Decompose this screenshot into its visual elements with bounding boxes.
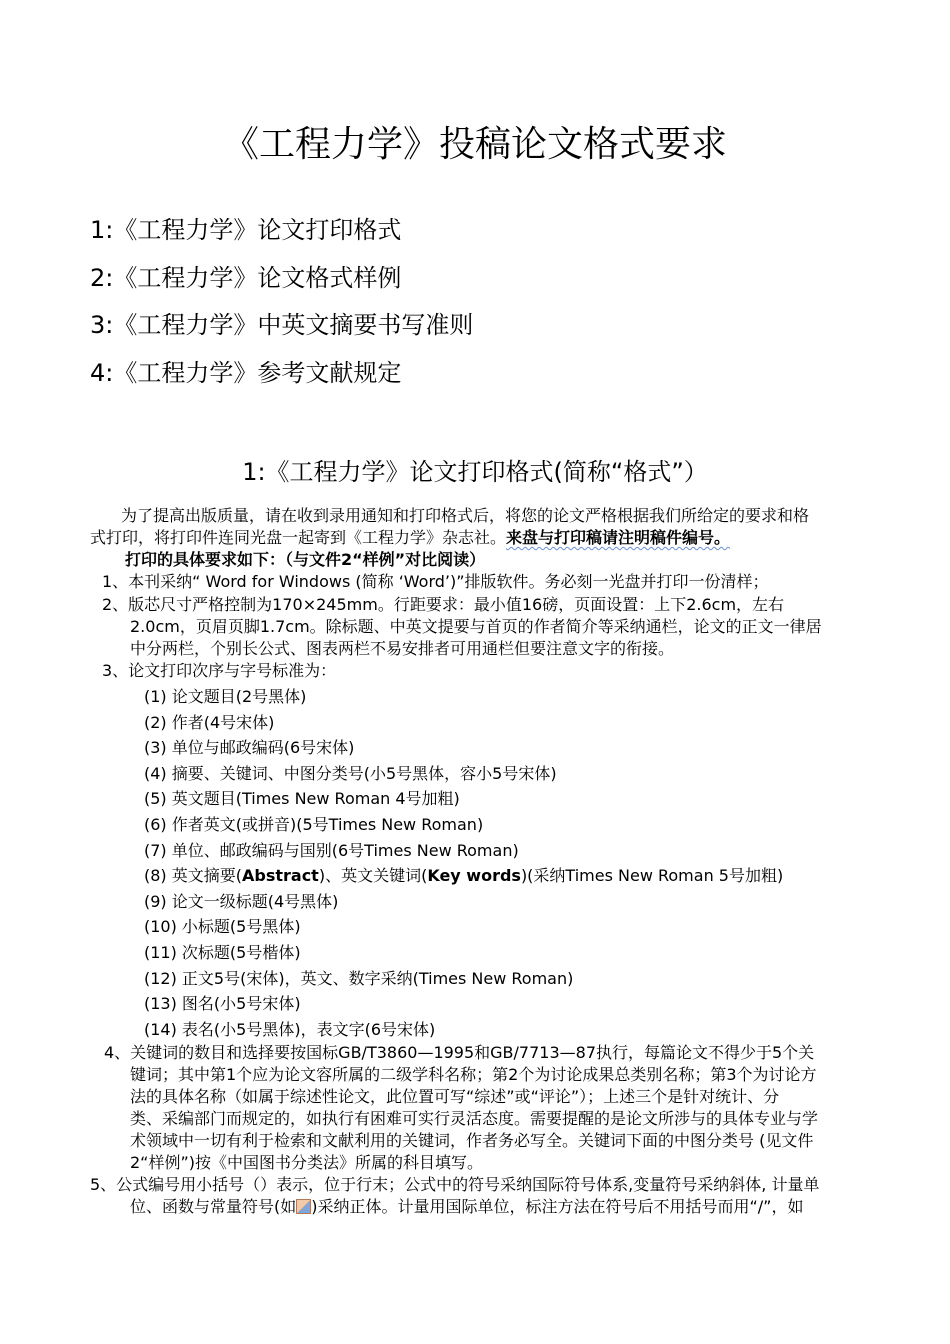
item-1: 1、本刊采纳“ Word for Windows (简称 ‘Word’)”排版软件。务必刻一光盘并打印一份清样；	[102, 572, 769, 591]
item-4-line-6: 2“样例”)按《中国图书分类法》所属的科目填写。	[130, 1153, 484, 1173]
item-2-line-2: 2.0cm，页眉页脚1.7cm。除标题、中英文提要与首页的作者简介等采纳通栏，论文的正文一律居	[130, 617, 822, 636]
sub8-abstract: Abstract	[242, 866, 319, 886]
list-item: (4) 摘要、关键词、中图分类号(小5号黑体，容小5号宋体)	[144, 763, 557, 783]
sub8-text: (8) 英文摘要(	[144, 866, 242, 886]
requirements-heading: 打印的具体要求如下：（与文件2“样例”对比阅读）	[125, 550, 486, 569]
toc-item: 4:《工程力学》参考文献规定	[90, 358, 402, 387]
item-4-line-4: 类、采编部门而规定的，如执行有困难可实行灵活态度。需要提醒的是论文所涉与的具体专业与学	[130, 1109, 819, 1129]
list-item: (6) 作者英文(或拼音)(5号Times New Roman)	[144, 814, 484, 834]
intro-line-2	[90, 527, 860, 549]
intro-emphasis: 来盘与打印稿请注明稿件编号。	[506, 528, 731, 547]
item-3-sublist	[90, 684, 860, 1042]
item-5-text: )采纳正体。计量用国际单位，标注方法在符号后不用括号而用“/”，如	[311, 1197, 804, 1217]
list-item	[144, 863, 860, 889]
item-4-line-3: 法的具体名称（如属于综述性论文，此位置可写“综述”或“评论”）；上述三个是针对统计、分	[130, 1087, 780, 1107]
intro-line-1: 为了提高出版质量，请在收到录用通知和打印格式后，将您的论文严格根据我们所给定的要求和格	[121, 506, 810, 525]
item-2-line-1: 2、版芯尺寸严格控制为170×245mm。行距要求：最小值16磅，页面设置：上下2.6cm，左右	[102, 595, 785, 614]
section-title: 1:《工程力学》论文打印格式(简称“格式”）	[242, 458, 708, 486]
item-5-text: 位、函数与常量符号(如	[130, 1197, 297, 1217]
table-of-contents	[90, 212, 473, 402]
sub8-text: )(采纳Times New Roman 5号加粗)	[520, 866, 784, 886]
item-3-heading: 3、论文打印次序与字号标准为：	[102, 661, 337, 680]
list-item: (3) 单位与邮政编码(6号宋体)	[144, 738, 355, 758]
list-item: (13) 图名(小5号宋体)	[144, 994, 301, 1014]
intro-text: 式打印，将打印件连同光盘一起寄到《工程力学》杂志社。	[90, 528, 507, 547]
list-item: (2) 作者(4号宋体)	[144, 712, 275, 732]
item-2-line-3: 中分两栏，个别长公式、图表两栏不易安排者可用通栏但要注意文字的衔接。	[130, 639, 675, 658]
list-item: (5) 英文题目(Times New Roman 4号加粗)	[144, 789, 460, 809]
formula-image-icon	[296, 1199, 311, 1214]
sub8-keywords: Key words	[427, 866, 521, 886]
list-item: (10) 小标题(5号黑体)	[144, 917, 301, 937]
toc-item: 2:《工程力学》论文格式样例	[90, 263, 402, 292]
item-4-line-2: 键词；其中第1个应为论文容所属的二级学科名称；第2个为讨论成果总类别名称；第3个为讨论方	[130, 1065, 817, 1085]
body-text	[90, 505, 860, 1218]
toc-item: 3:《工程力学》中英文摘要书写准则	[90, 311, 474, 339]
list-item: (11) 次标题(5号楷体)	[144, 942, 301, 962]
list-item: (14) 表名(小5号黑体)，表文字(6号宋体)	[144, 1019, 436, 1039]
list-item: (1) 论文题目(2号黑体)	[144, 687, 307, 706]
item-5-line-2	[90, 1196, 860, 1218]
list-item: (12) 正文5号(宋体)，英文、数字采纳(Times New Roman)	[144, 968, 574, 988]
item-5-line-1: 5、公式编号用小括号（）表示，位于行末；公式中的符号采纳国际符号体系,变量符号采纳斜体, 计量单	[90, 1175, 820, 1195]
item-4-line-5: 术领域中一切有利于检索和文献利用的关键词，作者务必写全。关键词下面的中图分类号 (见文件	[130, 1131, 814, 1151]
document-title: 《工程力学》投稿论文格式要求	[222, 124, 727, 165]
sub8-text: )、英文关键词(	[318, 866, 428, 886]
list-item: (9) 论文一级标题(4号黑体)	[144, 891, 339, 911]
toc-item: 1:《工程力学》论文打印格式	[90, 216, 402, 244]
list-item: (7) 单位、邮政编码与国别(6号Times New Roman)	[144, 840, 519, 860]
item-4-line-1: 4、关键词的数目和选择要按国标GB/T3860—1995和GB/7713—87执行，每篇论文不得少于5个关	[104, 1043, 815, 1063]
